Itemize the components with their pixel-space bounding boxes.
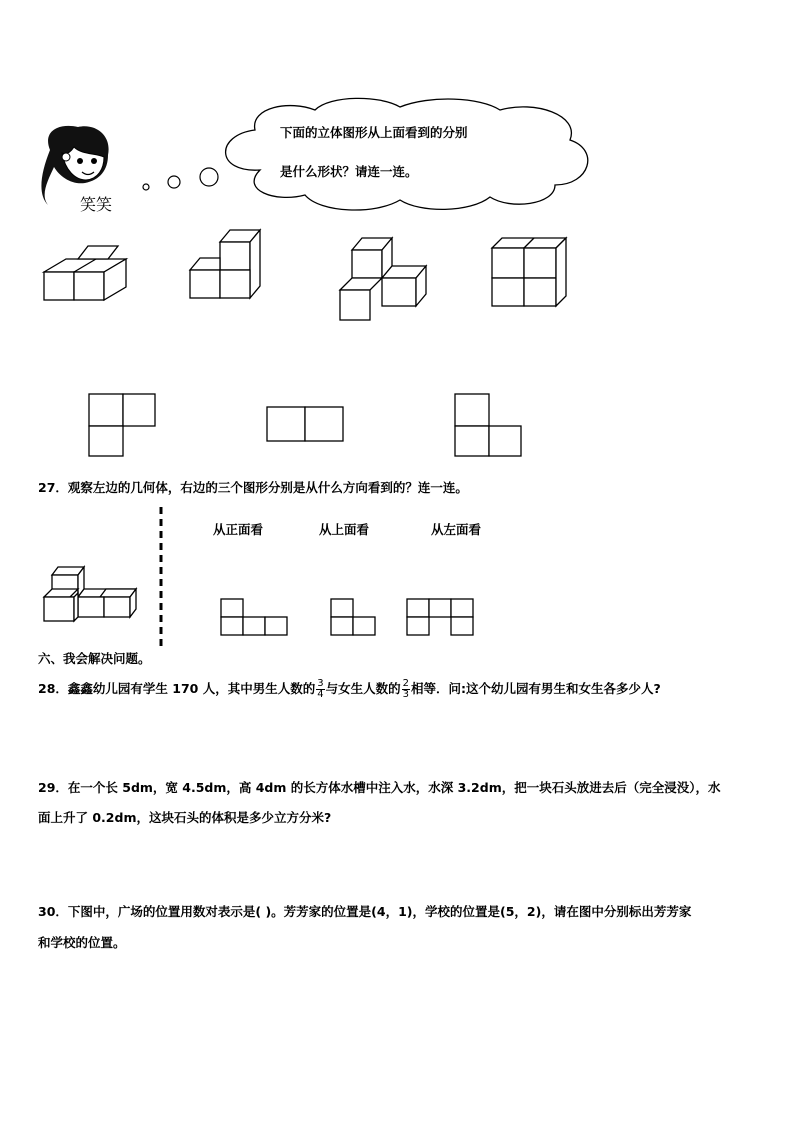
- question-27-solid: [40, 505, 170, 653]
- label-left-view: 从左面看: [431, 522, 482, 537]
- question-29-line-1: 29．在一个长 5dm，宽 4.5dm，高 4dm 的长方体水槽中注入水，水深 3.2dm，把一块石头放进去后（完全浸没），水: [38, 780, 721, 795]
- question-28-prefix: 28．鑫鑫幼儿园有学生 170 人，其中男生人数的: [38, 681, 316, 696]
- view-shape-c: [407, 599, 473, 635]
- label-front-view: 从正面看: [213, 522, 264, 537]
- question-30-line-1: 30．下图中，广场的位置用数对表示是( )。芳芳家的位置是(4，1)，学校的位置是(5，2)，请在图中分别标出芳芳家: [38, 904, 692, 919]
- question-27-text: 27．观察左边的几何体，右边的三个图形分别是从什么方向看到的？连一连。: [38, 480, 468, 495]
- top-view-shapes-row: [85, 390, 535, 460]
- question-28-text: [38, 679, 661, 700]
- view-shape-b: [331, 599, 375, 635]
- solid-figure-4: [492, 238, 566, 306]
- solid-figure-2: [190, 230, 260, 298]
- question-27-view-shapes: [215, 595, 480, 640]
- bubble-text-line-2: 是什么形状？请连一连。: [280, 164, 418, 179]
- cloud-bubble-shape: [226, 98, 588, 210]
- top-view-shape-2: [267, 407, 343, 441]
- top-view-shape-1: [89, 394, 155, 456]
- top-view-shape-3: [455, 394, 521, 456]
- question-29-line-2: 面上升了 0.2dm，这块石头的体积是多少立方分米?: [38, 810, 332, 825]
- question-28-suffix: 相等．问:这个幼儿园有男生和女生各多少人?: [410, 681, 661, 696]
- thought-dot-small: [143, 184, 149, 190]
- solid-figure-3: [340, 238, 426, 320]
- fraction-3-4: $\frac{3}{4}$: [317, 678, 324, 700]
- question-30-line-2: 和学校的位置。: [38, 935, 126, 950]
- thought-dot-large: [200, 168, 218, 186]
- solid-figures-row: [40, 228, 580, 328]
- thought-bubble-illustration: [30, 95, 590, 220]
- character-name-label: 笑笑: [80, 195, 113, 214]
- fraction-2-3: $\frac{2}{3}$: [402, 678, 409, 700]
- thought-dot-medium: [168, 176, 180, 188]
- bubble-text-line-1: 下面的立体图形从上面看到的分别: [280, 125, 468, 140]
- solid-figure-1: [44, 246, 126, 300]
- question-28-middle: 与女生人数的: [325, 681, 401, 696]
- label-top-view: 从上面看: [319, 522, 370, 537]
- section-6-title: 六、我会解决问题。: [38, 651, 151, 666]
- view-shape-a: [221, 599, 287, 635]
